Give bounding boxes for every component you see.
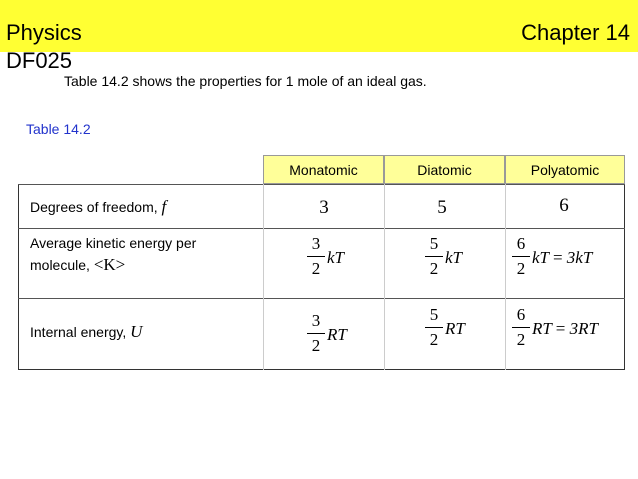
row-label-text: Internal energy, — [30, 324, 131, 340]
term-diatomic-u: RT — [445, 319, 465, 338]
table-caption: Table 14.2 — [26, 121, 91, 137]
fraction-denominator: 2 — [311, 336, 321, 355]
fraction-numerator: 3 — [311, 234, 321, 253]
result-polyatomic-ke: 3kT — [566, 248, 593, 267]
equation-polyatomic-ke — [532, 248, 592, 268]
equals-sign: = — [555, 319, 566, 338]
fraction-denominator: 2 — [516, 330, 526, 349]
term-polyatomic-u: RT — [532, 319, 552, 338]
fraction-bar — [307, 256, 325, 257]
fraction-numerator: 6 — [516, 234, 526, 253]
fraction-monatomic-ke — [309, 234, 323, 279]
column-divider — [263, 184, 264, 370]
term-monatomic-ke: kT — [327, 248, 344, 267]
fraction-bar — [512, 327, 530, 328]
fraction-denominator: 2 — [429, 259, 439, 278]
fraction-numerator: 5 — [429, 234, 439, 253]
fraction-polyatomic-u — [514, 305, 528, 350]
symbol-f: f — [161, 197, 167, 216]
column-divider — [384, 184, 385, 370]
intro-text: Table 14.2 shows the properties for 1 mole of an ideal gas. — [64, 73, 427, 89]
term-polyatomic-ke: kT — [532, 248, 549, 267]
fraction-bar — [425, 256, 443, 257]
fraction-diatomic-ke — [427, 234, 441, 279]
equals-sign: = — [552, 248, 563, 267]
course-code: DF025 — [6, 48, 73, 73]
row-label-average-kinetic-energy — [30, 232, 196, 276]
row-divider — [18, 298, 625, 299]
column-divider — [505, 184, 506, 370]
column-header-polyatomic: Polyatomic — [505, 155, 625, 184]
row-label-degrees-of-freedom — [30, 196, 166, 218]
fraction-bar — [425, 327, 443, 328]
term-monatomic-u: RT — [327, 325, 347, 344]
column-header-diatomic: Diatomic — [384, 155, 505, 184]
fraction-numerator: 5 — [429, 305, 439, 324]
fraction-denominator: 2 — [516, 259, 526, 278]
result-polyatomic-u: 3RT — [569, 319, 598, 338]
fraction-diatomic-u — [427, 305, 441, 350]
symbol-k-average: <K> — [93, 255, 126, 274]
cell-diatomic-dof: 5 — [437, 197, 447, 218]
fraction-bar — [307, 333, 325, 334]
fraction-monatomic-u — [309, 311, 323, 356]
cell-polyatomic-dof: 6 — [559, 195, 569, 216]
row-divider — [18, 228, 625, 229]
equation-polyatomic-u — [532, 319, 598, 339]
row-label-internal-energy — [30, 321, 142, 343]
fraction-numerator: 6 — [516, 305, 526, 324]
symbol-u: U — [130, 322, 143, 341]
chapter-title: Chapter 14 — [521, 20, 630, 45]
row-label-text: Degrees of freedom, — [30, 199, 162, 215]
row-label-text: molecule, — [30, 257, 94, 273]
column-header-monatomic: Monatomic — [263, 155, 384, 184]
fraction-denominator: 2 — [311, 259, 321, 278]
term-diatomic-ke: kT — [445, 248, 462, 267]
fraction-polyatomic-ke — [514, 234, 528, 279]
fraction-bar — [512, 256, 530, 257]
subject-title: Physics — [6, 20, 82, 45]
table-top-rule — [18, 184, 625, 185]
fraction-numerator: 3 — [311, 311, 321, 330]
row-label-line1: Average kinetic energy per — [30, 235, 197, 251]
cell-monatomic-dof: 3 — [319, 197, 329, 218]
fraction-denominator: 2 — [429, 330, 439, 349]
